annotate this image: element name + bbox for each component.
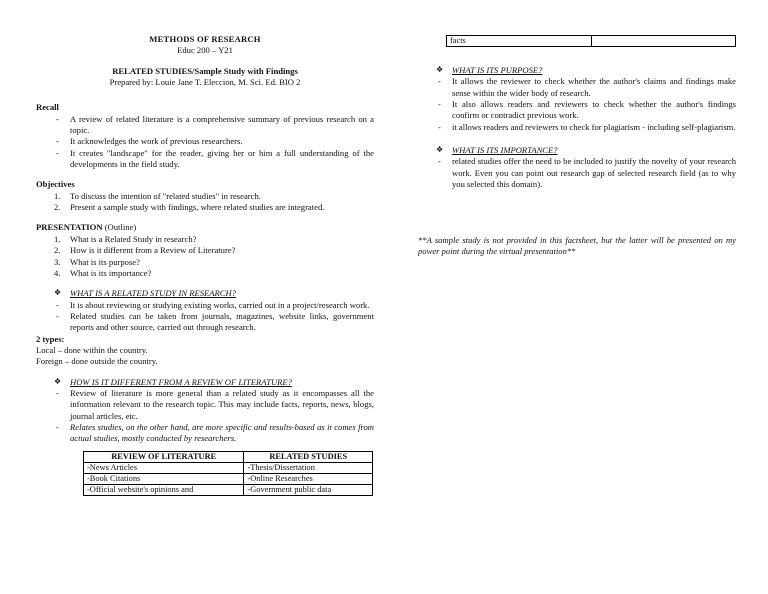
recall-heading: Recall [36,102,59,113]
table-cell [591,36,736,47]
item-number: 4. [54,267,61,278]
outline-list [36,234,374,279]
list-item [36,245,374,256]
different-list [36,388,374,445]
item-number: 2. [54,202,61,213]
table-cell: -Official website's opinions and [84,484,244,495]
table-cell: facts [447,36,592,47]
different-heading: ❖ HOW IS IT DIFFERENT FROM A REVIEW OF LITERATURE? [36,377,374,388]
right-column [418,0,736,257]
list-item [36,268,374,279]
list-item [36,257,374,268]
list-item: - It also allows readers and reviewers to check whether the author's findings confirm or contradict previous work. [418,99,736,122]
list-item [36,234,374,245]
presentation-heading-line [36,222,374,233]
item-number: 3. [54,256,61,267]
type-local: Local – done within the country. [36,344,148,355]
item-text: What is a Related Study in research? [70,233,197,244]
list-item: - It acknowledges the work of previous researchers. [36,136,374,147]
item-text: To discuss the intention of "related studies" in research. [70,190,261,201]
table-row [84,473,373,484]
purpose-heading: ❖ WHAT IS ITS PURPOSE? [418,65,736,76]
presentation-heading: PRESENTATION [36,222,103,233]
item-text: What is its purpose? [70,256,140,267]
item-number: 1. [54,233,61,244]
what-is-heading: ❖ WHAT IS A RELATED STUDY IN RESEARCH? [36,288,374,299]
col-header-related: RELATED STUDIES [244,451,373,462]
list-item [36,191,374,202]
table-row [84,484,373,495]
list-item [36,202,374,213]
item-text: Present a sample study with findings, where related studies are integrated. [70,202,325,213]
table-row [447,36,736,47]
list-item: - Review of literature is more general than a related study as it encompasses all the information relevant to the research topic. This may include facts, reports, news, blogs, journal articles, etc. [36,388,374,422]
table-header-row [84,451,373,462]
objectives-heading: Objectives [36,179,75,190]
doc-title: METHODS OF RESEARCH [149,34,261,44]
table-cell: -Thesis/Dissertation [244,462,373,473]
comparison-table-continued [446,35,736,47]
col-header-review: REVIEW OF LITERATURE [84,451,244,462]
list-item: - It allows the reviewer to check whether the author's claims and findings make sense within the wider body of research. [418,76,736,99]
left-column [36,0,374,496]
objectives-list [36,191,374,214]
list-item: - it allows readers and reviewers to check for plagiarism - including self-plagiarism. [418,122,736,133]
item-text: How is it different from a Review of Literature? [70,245,236,256]
table-cell: -News Articles [84,462,244,473]
type-foreign: Foreign – done outside the country. [36,356,158,367]
table-cell: -Online Researches [244,473,373,484]
purpose-list [418,76,736,133]
presentation-heading-suffix: (Outline) [102,222,137,233]
list-item: - Relates studies, on the other hand, are more specific and results-based as it comes from actual studies, mostly conducted by researchers. [36,422,374,445]
recall-list [36,114,374,171]
doc-subtitle: RELATED STUDIES/Sample Study with Findings [112,65,298,76]
table-cell: -Book Citations [84,473,244,484]
list-item: - A review of related literature is a comprehensive summary of previous research on a topic. [36,114,374,137]
what-is-list [36,300,374,334]
course-code: Educ 200 – Y21 [177,45,233,56]
item-number: 2. [54,245,61,256]
list-item: - related studies offer the need to be included to justify the novelty of your research work. Even you can point out research gap of selected research field (as to why you selected this domain). [418,156,736,190]
importance-heading: ❖ WHAT IS ITS IMPORTANCE? [418,145,736,156]
list-item: - Related studies can be taken from journals, magazines, website links, government reports and other source, carried out through research. [36,311,374,334]
item-number: 1. [54,190,61,201]
comparison-table [83,451,373,496]
types-heading: 2 types: [36,333,65,344]
table-cell: -Government public data [244,484,373,495]
prepared-by: Prepared by: Louie Jane T. Eleccion, M. Sci. Ed. BIO 2 [109,77,301,88]
sample-study-note: **A sample study is not provided in this factsheet, but the latter will be presented on my power point during the virtual presentation** [418,234,736,256]
list-item: - It is about reviewing or studying existing works, carried out in a project/research work. [36,300,374,311]
importance-list [418,156,736,190]
list-item: - It creates "landscape" for the reader, giving her or him a full understanding of the developments in the field study. [36,148,374,171]
item-text: What is its importance? [70,267,152,278]
table-row [84,462,373,473]
